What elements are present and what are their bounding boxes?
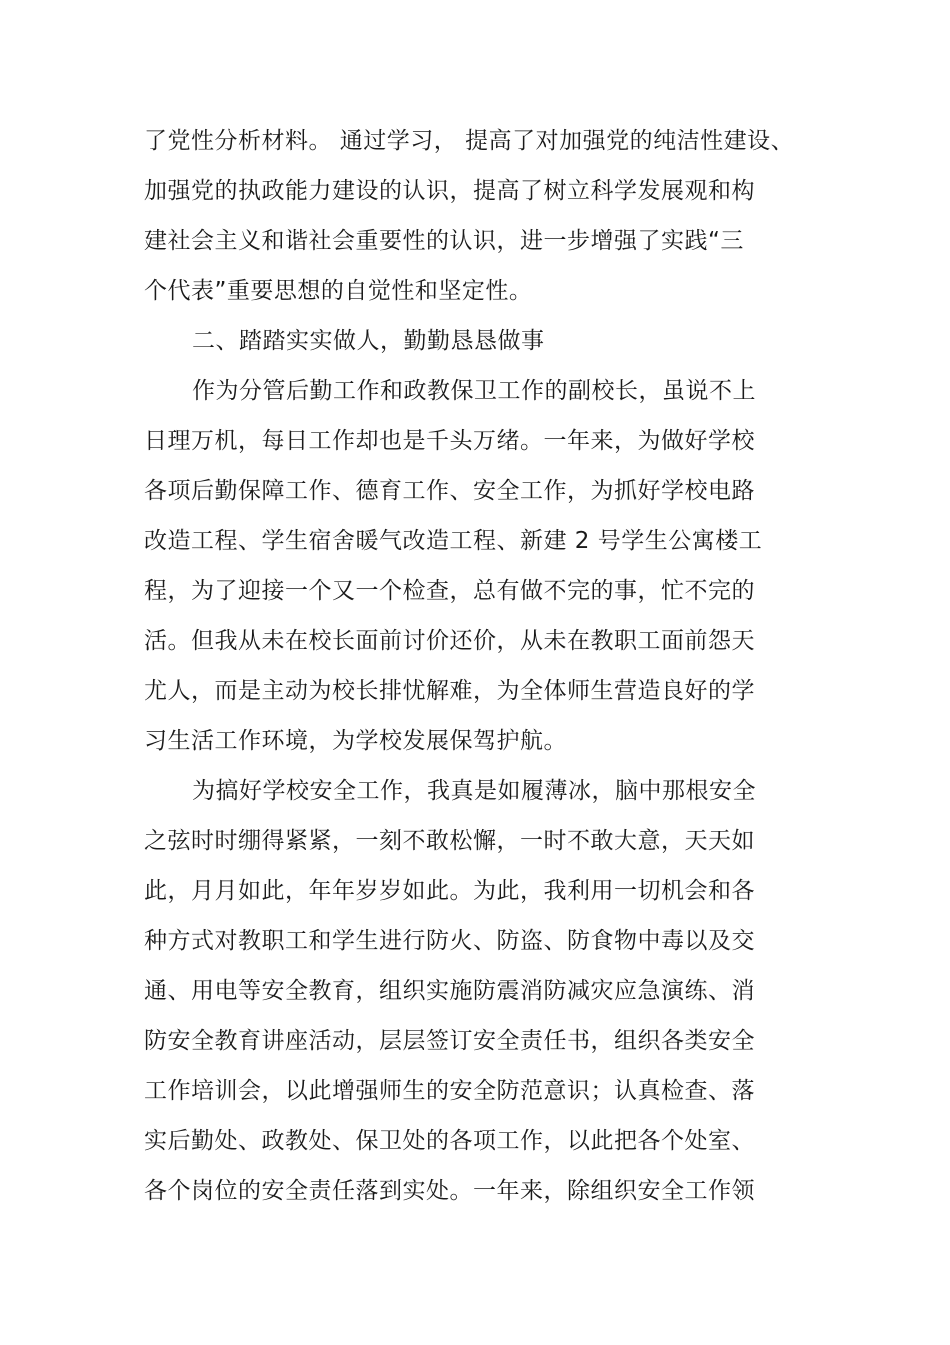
text-line: 日理万机，每日工作却也是千头万绪。一年来，为做好学校 — [144, 428, 755, 454]
text-line: 加强党的执政能力建设的认识，提高了树立科学发展观和构 — [144, 178, 755, 204]
text-line: 程，为了迎接一个又一个检查，总有做不完的事，忙不完的 — [144, 578, 755, 604]
text-line: 改造工程、学生宿舍暖气改造工程、新建 2 号学生公寓楼工 — [144, 528, 763, 554]
text-line: 各个岗位的安全责任落到实处。一年来，除组织安全工作领 — [144, 1178, 755, 1204]
text-line: 此，月月如此，年年岁岁如此。为此，我利用一切机会和各 — [144, 878, 755, 904]
text-line: 各项后勤保障工作、德育工作、安全工作，为抓好学校电路 — [144, 478, 755, 504]
text-line: 尤人，而是主动为校长排忧解难，为全体师生营造良好的学 — [144, 678, 755, 704]
text-line: 工作培训会，以此增强师生的安全防范意识；认真检查、落 — [144, 1078, 755, 1104]
text-line: 习生活工作环境，为学校发展保驾护航。 — [144, 728, 567, 754]
text-line: 实后勤处、政教处、保卫处的各项工作，以此把各个处室、 — [144, 1128, 755, 1154]
text-line: 通、用电等安全教育，组织实施防震消防减灾应急演练、消 — [144, 978, 755, 1004]
text-line: 作为分管后勤工作和政教保卫工作的副校长，虽说不上 — [192, 378, 756, 404]
text-line: 为搞好学校安全工作，我真是如履薄冰，脑中那根安全 — [192, 778, 756, 804]
text-line: 防安全教育讲座活动，层层签订安全责任书，组织各类安全 — [144, 1028, 755, 1054]
text-line: 建社会主义和谐社会重要性的认识，进一步增强了实践“三 — [144, 228, 744, 254]
text-line: 之弦时时绷得紧紧，一刻不敢松懈，一时不敢大意，天天如 — [144, 828, 755, 854]
text-line: 活。但我从未在校长面前讨价还价，从未在教职工面前怨天 — [144, 628, 755, 654]
text-line: 了党性分析材料。 通过学习， 提高了对加强党的纯洁性建设、 — [144, 128, 795, 154]
text-line: 个代表”重要思想的自觉性和坚定性。 — [144, 278, 533, 304]
text-line: 种方式对教职工和学生进行防火、防盗、防食物中毒以及交 — [144, 928, 755, 954]
section-heading: 二、踏踏实实做人，勤勤恳恳做事 — [192, 328, 545, 354]
